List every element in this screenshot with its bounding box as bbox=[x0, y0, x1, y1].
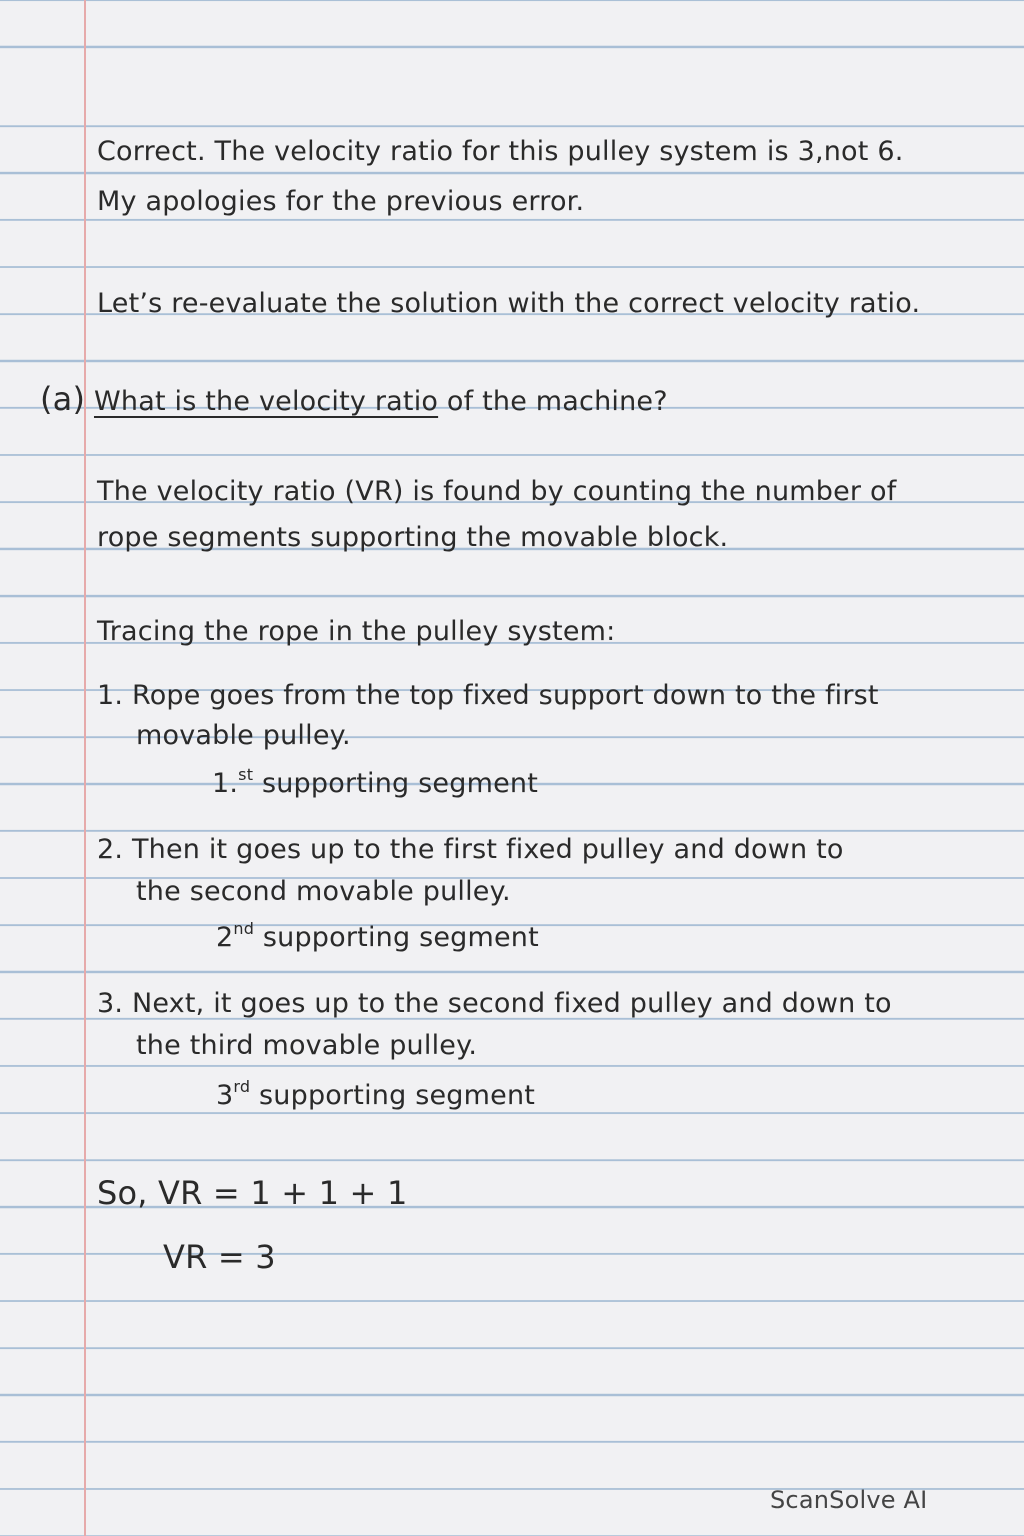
margin-line bbox=[84, 0, 86, 1536]
result-sum: So, VR = 1 + 1 + 1 bbox=[97, 1174, 408, 1212]
step-2-ordinal: 2 bbox=[216, 922, 234, 953]
definition-line-1: The velocity ratio (VR) is found by counting the number of bbox=[97, 476, 897, 507]
step-1-line-1: 1. Rope goes from the top fixed support down to the first bbox=[97, 680, 879, 711]
step-3-ordinal: 3 bbox=[216, 1080, 234, 1111]
reevaluate-line: Let’s re-evaluate the solution with the correct velocity ratio. bbox=[97, 288, 921, 319]
tracing-heading: Tracing the rope in the pulley system: bbox=[97, 616, 616, 647]
intro-line-2: My apologies for the previous error. bbox=[97, 186, 585, 217]
step-3-line-2: the third movable pulley. bbox=[136, 1030, 478, 1061]
step-1-note-text: supporting segment bbox=[253, 768, 538, 799]
step-2-suffix: nd bbox=[233, 919, 255, 938]
step-2-note bbox=[216, 919, 539, 953]
definition-line-2: rope segments supporting the movable block. bbox=[97, 522, 729, 553]
step-1-line-2: movable pulley. bbox=[136, 720, 351, 751]
step-3-suffix: rd bbox=[233, 1077, 251, 1096]
intro-line-1: Correct. The velocity ratio for this pulley system is 3,not 6. bbox=[97, 136, 904, 167]
step-3-note-text: supporting segment bbox=[250, 1080, 536, 1111]
question-underlined-text: What is the velocity ratio bbox=[93, 386, 439, 417]
step-3-note bbox=[216, 1077, 536, 1111]
question-label: (a) bbox=[40, 380, 86, 418]
result-final: VR = 3 bbox=[163, 1238, 276, 1276]
step-2-note-text: supporting segment bbox=[254, 922, 539, 953]
question-rest-text: of the machine? bbox=[438, 386, 668, 417]
step-1-ordinal: 1. bbox=[212, 768, 239, 799]
step-3-line-1: 3. Next, it goes up to the second fixed pulley and down to bbox=[97, 988, 892, 1019]
step-1-note bbox=[212, 765, 538, 799]
step-2-line-2: the second movable pulley. bbox=[136, 876, 511, 907]
question-line bbox=[40, 380, 668, 418]
signature: ScanSolve AI bbox=[770, 1486, 928, 1514]
step-2-line-1: 2. Then it goes up to the first fixed pulley and down to bbox=[97, 834, 844, 865]
step-1-suffix: st bbox=[238, 765, 254, 784]
